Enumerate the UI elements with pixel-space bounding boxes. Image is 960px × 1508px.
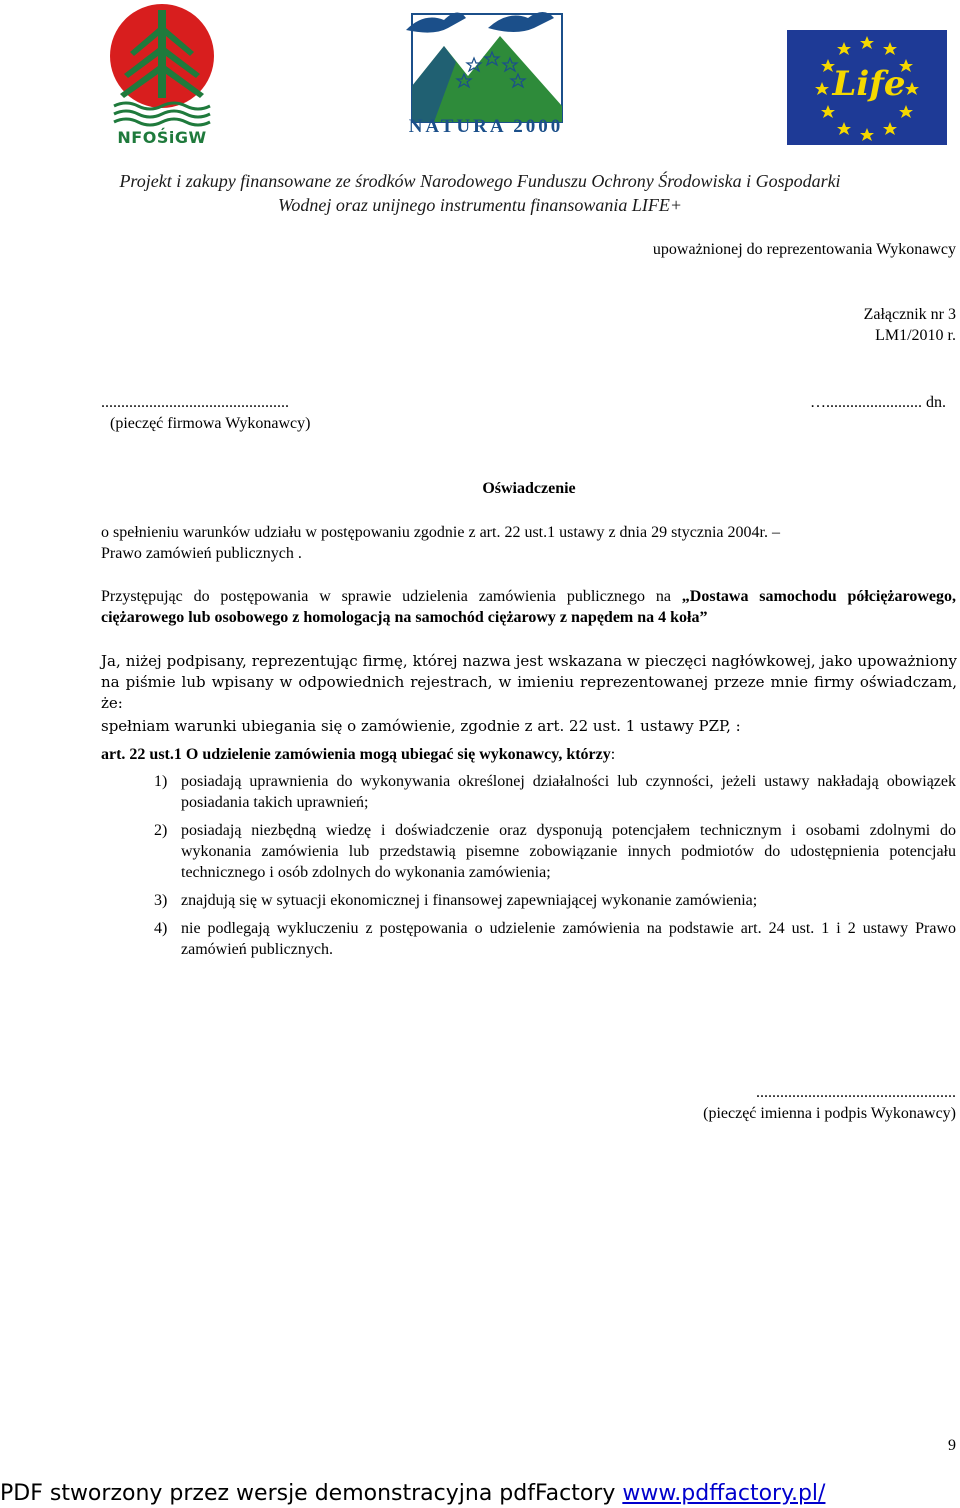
article-heading-suffix: : <box>610 746 616 763</box>
article-heading-bold: art. 22 ust.1 O udzielenie zamówienia mogą ubiegać się wykonawcy, którzy <box>101 746 611 763</box>
authorized-representative-note: upoważnionej do reprezentowania Wykonawcy <box>652 241 956 258</box>
declaration-conditions-line: spełniam warunki ubiegania się o zamówienie, zgodnie z art. 22 ust. 1 ustawy PZP, : <box>101 717 741 735</box>
condition-number: 2) <box>154 822 168 839</box>
signature-caption: (pieczęć imienna i podpis Wykonawcy) <box>703 1105 956 1122</box>
condition-number: 3) <box>154 892 168 909</box>
condition-number: 1) <box>154 773 168 790</box>
company-stamp-caption: (pieczęć firmowa Wykonawcy) <box>110 415 311 432</box>
condition-text: posiadają niezbędną wiedzę i doświadczenie oraz dysponują potencjałem technicznym i osobami zdolnymi do wykonania zamówienia lub przedstawią pisemne zobowiązanie innych podmiotów do udostępnienia potencjału technicznego i osób zdolnych do wykonania zamówienia; <box>181 822 956 881</box>
pdffactory-link[interactable]: www.pdffactory.pl/ <box>622 1481 826 1506</box>
article-heading <box>101 744 957 765</box>
declaration-paragraph: Ja, niżej podpisany, reprezentując firmę, której nazwa jest wskazana w pieczęci nagłówkowej, jako upoważniony na piśmie lub wpisany w odpowiednich rejestrach, w imieniu reprezentowanej przeze mnie firmy oświadczam, że: <box>101 652 957 712</box>
intro-prefix: Przystępując do postępowania w sprawie udzielenia zamówienia publicznego na <box>101 588 682 605</box>
natura-2000-logo <box>404 6 564 140</box>
nfosigw-logo <box>108 0 216 150</box>
condition-text: znajdują się w sytuacji ekonomicznej i finansowej zapewniającej wykonanie zamówienia; <box>181 892 758 909</box>
condition-text: posiadają uprawnienia do wykonywania określonej działalności lub czynności, jeżeli ustawy nakładają obowiązek posiadania takich uprawnień; <box>181 773 956 811</box>
project-header-line-2: Wodnej oraz unijnego instrumentu finansowania LIFE+ <box>278 195 682 215</box>
signature-dots: .................................................. <box>756 1084 956 1101</box>
condition-item-4 <box>154 918 956 960</box>
project-header-line-1: Projekt i zakupy finansowane ze środków Narodowego Funduszu Ochrony Środowiska i Gospodarki <box>119 171 841 191</box>
company-stamp-dots: ............................................... <box>101 394 289 411</box>
intro-paragraph <box>101 586 956 628</box>
date-field: …........................ dn. <box>810 394 946 411</box>
annex-number: Załącznik nr 3 <box>863 306 956 323</box>
footer-text: PDF stworzony przez wersje demonstracyjna pdfFactory <box>0 1481 623 1506</box>
subtitle-line-1: o spełnieniu warunków udziału w postępowaniu zgodnie z art. 22 ust.1 ustawy z dnia 29 stycznia 2004r. – <box>101 524 780 541</box>
condition-item-1 <box>154 771 956 813</box>
condition-number: 4) <box>154 920 168 937</box>
nfosigw-logo-text: NFOŚiGW <box>117 128 207 147</box>
document-title: Oświadczenie <box>482 480 576 497</box>
life-logo <box>787 30 947 145</box>
procurement-subject: „Dostawa samochodu półciężarowego, ciężarowego lub osobowego z homologacją na samochód ciężarowy z napędem na 4 koła” <box>101 588 957 626</box>
pdf-footer <box>0 1480 960 1508</box>
page-number: 9 <box>948 1437 956 1454</box>
condition-item-3 <box>154 890 956 911</box>
annex-reference: LM1/2010 r. <box>875 327 956 344</box>
natura-2000-logo-text: NATURA 2000 <box>408 116 564 137</box>
condition-item-2 <box>154 820 956 883</box>
condition-text: nie podlegają wykluczeniu z postępowania o udzielenie zamówienia na podstawie art. 24 ust. 1 i 2 ustawy Prawo zamówień publicznych. <box>181 920 956 958</box>
subtitle-line-2: Prawo zamówień publicznych . <box>101 545 302 562</box>
life-logo-text: Life <box>832 64 906 104</box>
